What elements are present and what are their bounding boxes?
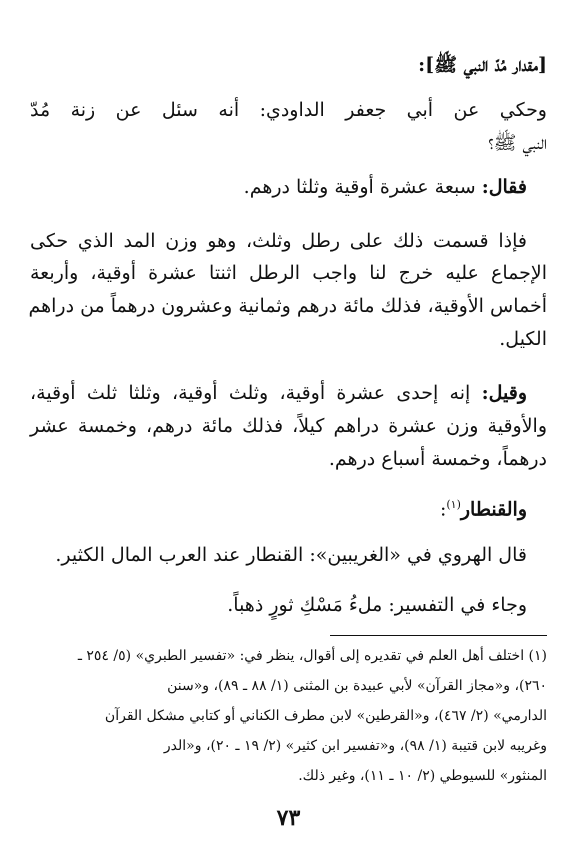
page-number: ٧٣ [276,805,301,831]
paragraph-5 [30,490,527,524]
paragraph-2-text: سبعة عشرة أوقية وثلثا درهم. [243,176,476,198]
paragraph-3-line-1: فإذا قسمت ذلك على رطل وثلث، وهو وزن المد الذي حكى [30,230,527,252]
footnote-line-2: ٢٦٠)، و«مجاز القرآن» لأبي عبيدة بن المثنى (١/ ٨٨ ـ ٨٩)، و«سنن [167,678,547,694]
paragraph-1-line-2: النبي ﷺ؟ [488,132,547,154]
paragraph-3-line-3: أخماس الأوقية، فذلك مائة درهم وثمانية وعشرون درهماً من دراهم [28,295,547,317]
paragraph-4-label: وقيل: [481,382,527,404]
footnote-divider [330,635,547,636]
qintar-colon: : [439,498,447,521]
paragraph-4-line-1 [30,378,527,408]
qintar-term: والقنطار [460,498,527,521]
section-heading: [مقدار مُدّ النبي ﷺ]: [418,54,547,76]
paragraph-4-line-2: والأوقية وزن عشرة دراهم كيلاً، فذلك مائة درهم، وخمسة عشر [30,415,547,437]
paragraph-3-line-2: الإجماع عليه خرج لنا واجب الرطل اثنتا عشرة أوقية، وأربعة [30,262,547,284]
footnote-line-3: الدارمي» (٢/ ٤٦٧)، و«القرطين» لابن مطرف الكناني أو كتابي مشكل القرآن [104,708,547,724]
footnote-line-4: وغريبه لابن قتيبة (١/ ٩٨)، و«تفسير ابن كثير» (٢/ ١٩ ـ ٢٠)، و«الدر [163,738,547,754]
footnote-line-5: المنثور» للسيوطي (٢/ ١٠ ـ ١١)، وغير ذلك. [298,768,547,784]
paragraph-3-line-4: الكيل. [499,328,547,350]
footnote-line-1: (١) اختلف أهل العلم في تقديره إلى أقوال، ينظر في: «تفسير الطبري» (٥/ ٢٥٤ ـ [77,648,547,664]
paragraph-2-label: فقال: [481,176,527,198]
paragraph-4-text: إنه إحدى عشرة أوقية، وثلث أوقية، وثلثا ثلث أوقية، [30,382,471,404]
paragraph-1-line-1: وحكي عن أبي جعفر الداودي: أنه سئل عن زنة مُدّ [30,99,547,121]
footnote-marker: (١) [446,498,461,511]
paragraph-6: قال الهروي في «الغريبين»: القنطار عند العرب المال الكثير. [55,544,527,566]
paragraph-7: وجاء في التفسير: ملءُ مَسْكِ ثورٍ ذهباً. [227,594,527,616]
paragraph-4-line-3: درهماً، وخمسة أسباع درهم. [328,448,547,470]
paragraph-2 [30,172,527,202]
